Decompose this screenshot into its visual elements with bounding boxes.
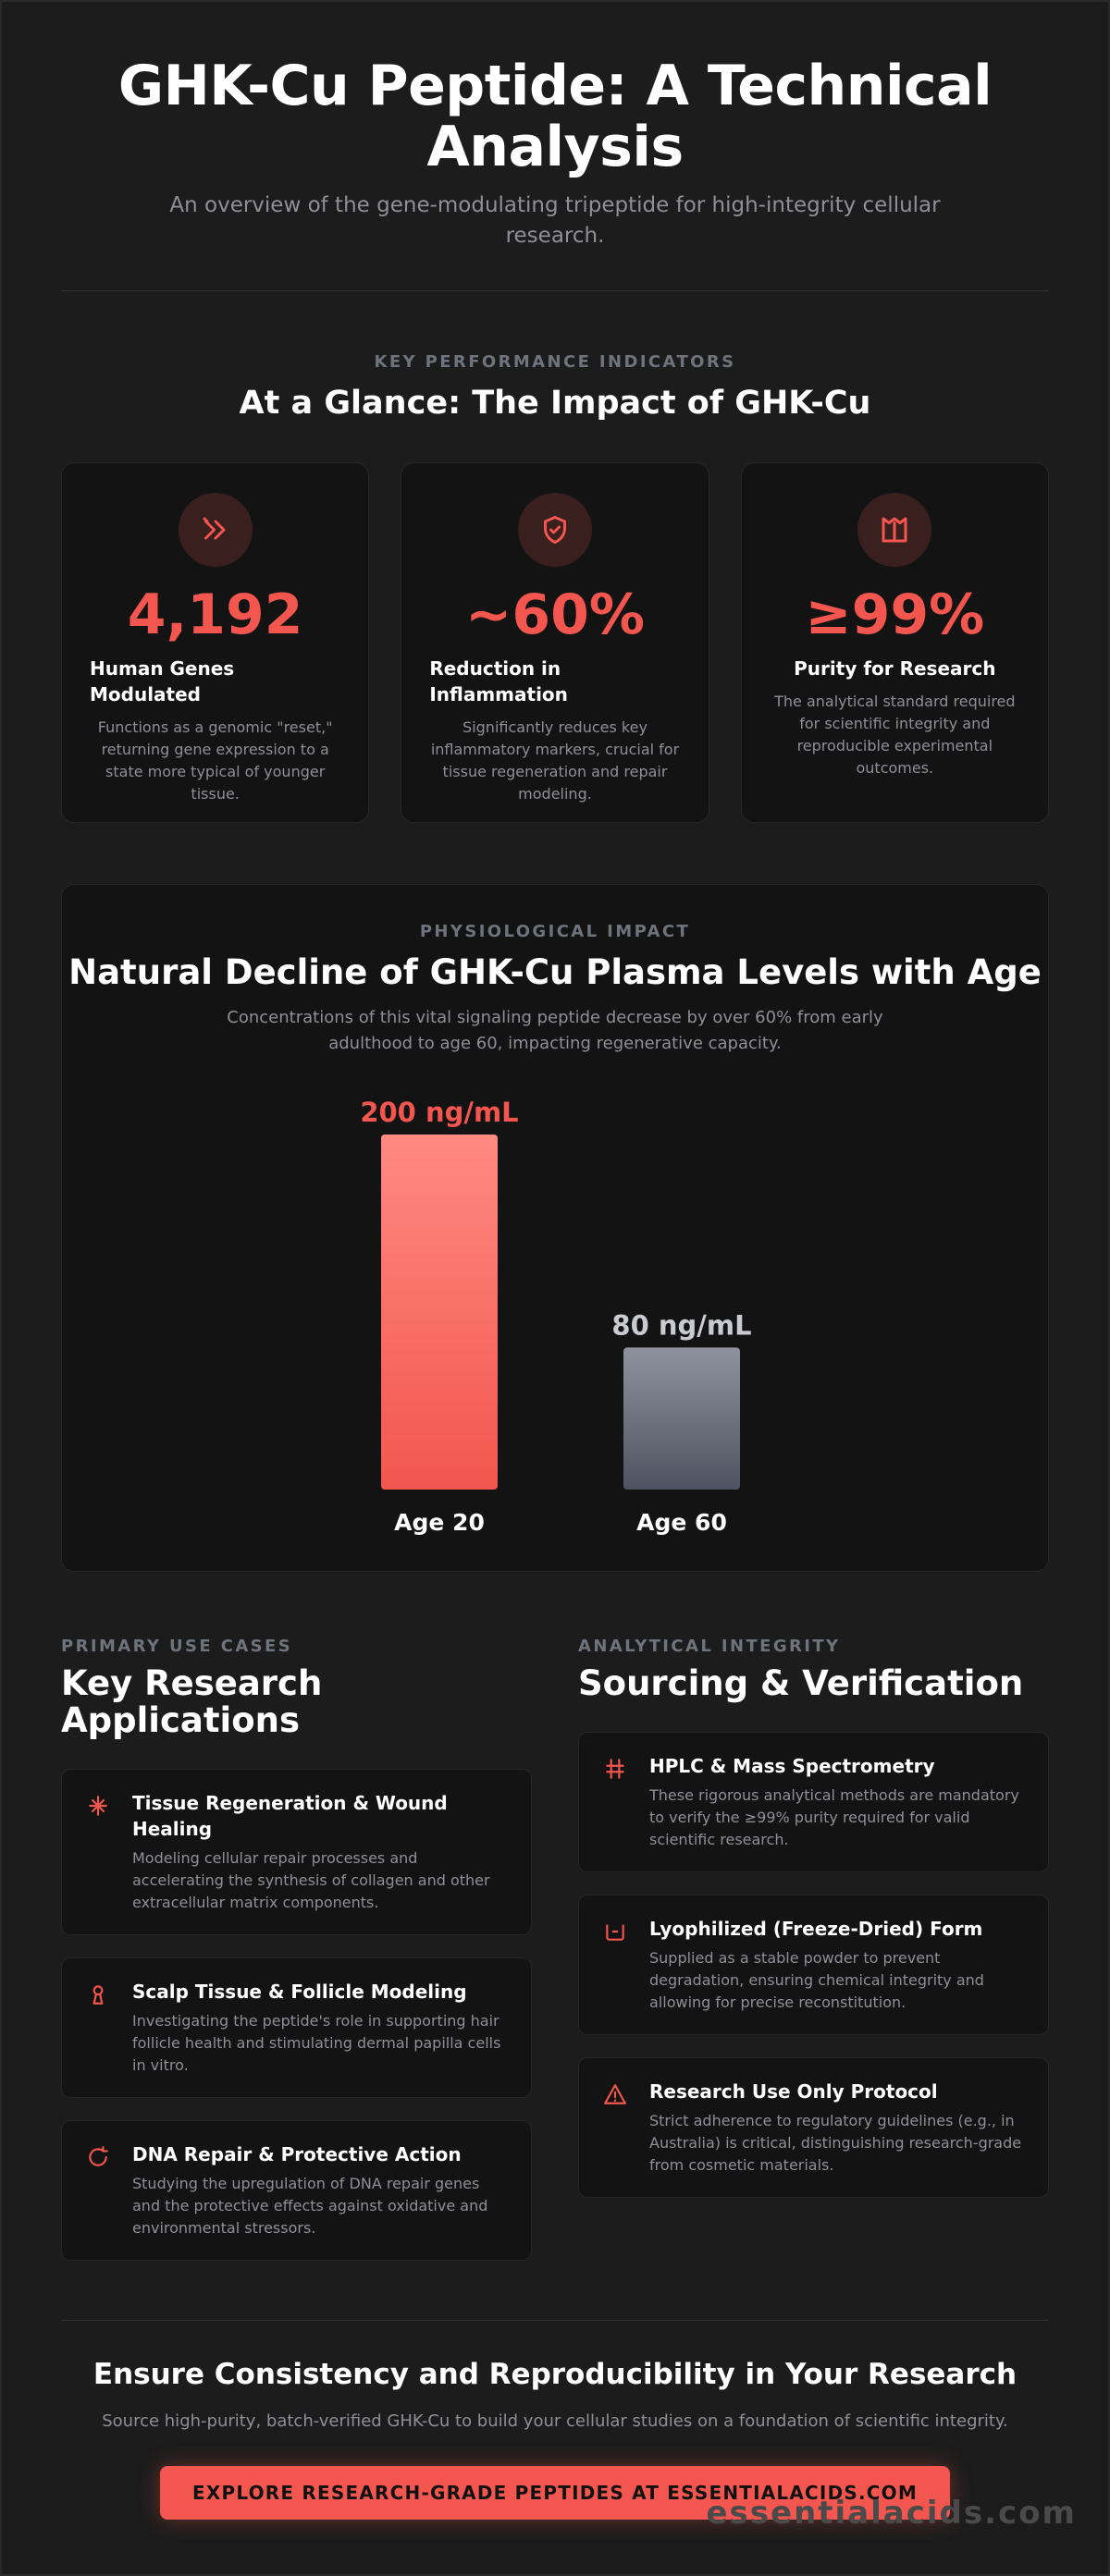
kpi-title: At a Glance: The Impact of GHK-Cu	[239, 385, 871, 422]
sparkle-icon	[86, 1794, 110, 1818]
item-title: DNA Repair & Protective Action	[132, 2143, 462, 2165]
shield-check-icon	[518, 493, 592, 567]
vial-icon	[603, 1920, 627, 1944]
sourcing-column	[578, 1637, 1049, 2283]
application-item-dna	[61, 2120, 532, 2261]
item-title: Tissue Regeneration & Wound Healing	[132, 1792, 448, 1840]
kpi-label: Purity for Research	[794, 657, 996, 680]
category-label: Age 20	[394, 1509, 485, 1536]
kpi-label: Human Genes Modulated	[90, 657, 235, 705]
page-title: GHK-Cu Peptide: A Technical Analysis	[117, 54, 993, 179]
hash-icon	[603, 1757, 627, 1781]
kpi-value: 4,192	[127, 583, 303, 647]
kpi-desc: The analytical standard required for scientific integrity and reproducible experimental outcomes.	[774, 693, 1016, 777]
sourcing-title: Sourcing & Verification	[578, 1663, 1024, 1703]
item-desc: Supplied as a stable powder to prevent degradation, ensuring chemical integrity and allowing for precise reconstitution.	[649, 1949, 984, 2011]
kpi-card-purity	[741, 462, 1049, 823]
explore-peptides-button[interactable]: EXPLORE RESEARCH-GRADE PEPTIDES AT ESSENTIALACIDS.COM	[160, 2466, 950, 2520]
kpi-desc: Significantly reduces key inflammatory markers, crucial for tissue regeneration and repair modeling.	[430, 718, 680, 803]
warning-icon	[603, 2082, 627, 2106]
double-chevron-icon	[179, 493, 253, 567]
two-column-section	[61, 1637, 1049, 2283]
applications-title: Key Research Applications	[61, 1663, 323, 1740]
applications-column	[61, 1637, 532, 2283]
header-divider	[61, 290, 1049, 291]
hero-header	[61, 0, 1049, 251]
bar-chart	[62, 885, 1048, 1573]
page-subtitle: An overview of the gene-modulating tripeptide for high-integrity cellular research.	[169, 193, 941, 248]
kpi-card-genes	[61, 462, 369, 823]
page-content	[61, 0, 1049, 2520]
kpi-eyebrow: KEY PERFORMANCE INDICATORS	[374, 352, 736, 372]
item-desc: Investigating the peptide's role in supporting hair follicle health and stimulating dermal papilla cells in vitro.	[132, 2012, 501, 2074]
item-desc: Strict adherence to regulatory guidelines (e.g., in Australia) is critical, distinguishing research-grade from cosmetic materials.	[649, 2112, 1022, 2174]
kpi-value: ≥99%	[805, 583, 985, 647]
sourcing-eyebrow: ANALYTICAL INTEGRITY	[578, 1637, 841, 1656]
watermark: essentialacids.com	[706, 2495, 1077, 2532]
kpi-desc: Functions as a genomic "reset," returning gene expression to a state more typical of younger tissue.	[97, 718, 333, 803]
cta-divider	[61, 2320, 1049, 2321]
age-decline-chart-panel	[61, 884, 1049, 1572]
category-label: Age 60	[636, 1509, 727, 1536]
item-desc: Studying the upregulation of DNA repair genes and the protective effects against oxidative and environmental stressors.	[132, 2175, 488, 2237]
application-item-follicle	[61, 1957, 532, 2098]
data-label: 80 ng/mL	[611, 1309, 752, 1342]
bar-age-60	[623, 1347, 740, 1490]
kpi-label: Reduction in Inflammation	[429, 657, 568, 705]
applications-eyebrow: PRIMARY USE CASES	[61, 1637, 293, 1656]
chart-description: Concentrations of this vital signaling peptide decrease by over 60% from early adulthood to age 60, impacting regenerative capacity.	[227, 1008, 883, 1053]
item-title: Research Use Only Protocol	[649, 2080, 938, 2103]
kpi-card-inflammation	[401, 462, 709, 823]
item-title: HPLC & Mass Spectrometry	[649, 1755, 935, 1777]
cta-subtitle: Source high-purity, batch-verified GHK-Cu to build your cellular studies on a foundation of scientific integrity.	[102, 2411, 1008, 2431]
kpi-section	[61, 352, 1049, 823]
cta-title: Ensure Consistency and Reproducibility in Your Research	[92, 2358, 1018, 2391]
refresh-icon	[86, 2145, 110, 2169]
sourcing-item-hplc	[578, 1732, 1049, 1872]
application-item-tissue	[61, 1769, 532, 1935]
item-title: Scalp Tissue & Follicle Modeling	[132, 1981, 467, 2003]
beaker-icon	[857, 493, 931, 567]
kpi-value: ~60%	[465, 583, 645, 647]
item-title: Lyophilized (Freeze-Dried) Form	[649, 1918, 983, 1940]
follicle-icon	[86, 1982, 110, 2006]
item-desc: Modeling cellular repair processes and accelerating the synthesis of collagen and other extracellular matrix components.	[132, 1849, 490, 1911]
item-desc: These rigorous analytical methods are mandatory to verify the ≥99% purity required for valid scientific research.	[649, 1786, 1019, 1848]
chart-title: Natural Decline of GHK-Cu Plasma Levels with Age	[68, 952, 1042, 992]
bar-age-20	[381, 1135, 498, 1490]
impact-eyebrow: PHYSIOLOGICAL IMPACT	[419, 922, 691, 941]
data-label: 200 ng/mL	[360, 1097, 519, 1128]
sourcing-item-protocol	[578, 2057, 1049, 2198]
sourcing-item-lyophilized	[578, 1895, 1049, 2035]
